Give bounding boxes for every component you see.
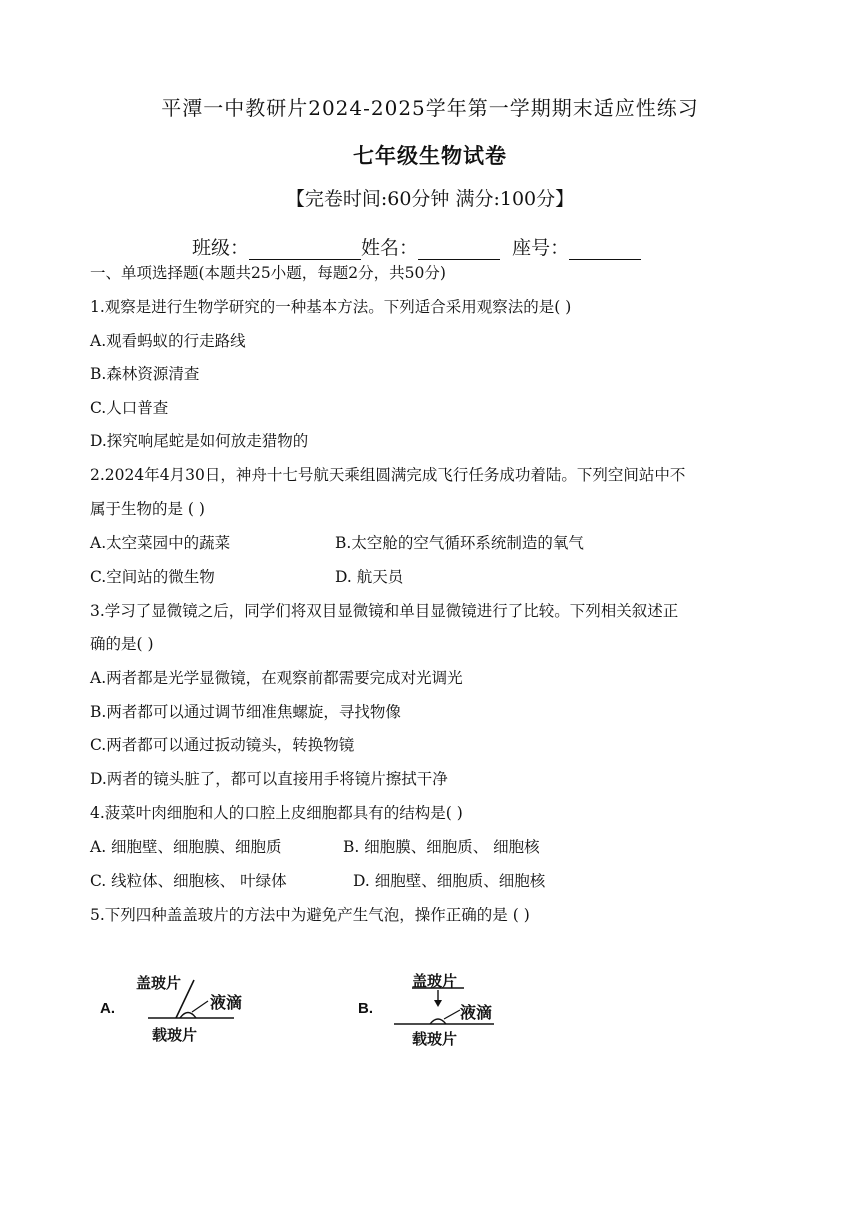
figure-a-slide-label: 载玻片 <box>152 1027 198 1044</box>
q3-stem-line1: 3.学习了显微镜之后，同学们将双目显微镜和单目显微镜进行了比较。下列相关叙述正 <box>90 602 679 620</box>
q3-option-c: C.两者都可以通过扳动镜头，转换物镜 <box>90 736 355 754</box>
figure-b-option-label: B. <box>358 1000 373 1017</box>
figure-b-coverslip-label: 盖玻片 <box>412 973 458 990</box>
figure-b-slide-label: 载玻片 <box>412 1031 458 1048</box>
q2-stem-line1: 2.2024年4月30日，神舟十七号航天乘组圆满完成飞行任务成功着陆。下列空间站中不 <box>90 466 686 484</box>
q3-option-b: B.两者都可以通过调节细准焦螺旋，寻找物像 <box>90 703 401 721</box>
seat-label: 座号： <box>512 237 570 259</box>
figure-a-droplet <box>180 1013 196 1019</box>
q4-option-c: C. 线粒体、细胞核、 叶绿体 <box>90 872 287 890</box>
q5-figure-b <box>356 962 526 1052</box>
q1-option-a: A.观看蚂蚁的行走路线 <box>90 332 246 350</box>
q2-option-d: D. 航天员 <box>335 568 404 586</box>
q2-option-b: B.太空舱的空气循环系统制造的氧气 <box>335 534 584 552</box>
figure-a-option-label: A. <box>100 1000 115 1017</box>
q4-option-d: D. 细胞壁、细胞质、细胞核 <box>353 872 546 890</box>
q2-options-row1 <box>90 531 790 553</box>
q1-stem: 1.观察是进行生物学研究的一种基本方法。下列适合采用观察法的是( ) <box>90 298 572 316</box>
name-blank[interactable] <box>418 239 500 260</box>
student-info-line <box>192 233 641 260</box>
q2-option-c: C.空间站的微生物 <box>90 568 215 586</box>
figure-a-droplet-label: 液滴 <box>210 995 243 1012</box>
section-heading: 一、单项选择题(本题共25小题，每题2分，共50分) <box>90 264 446 282</box>
q3-option-d: D.两者的镜头脏了，都可以直接用手将镜片擦拭干净 <box>90 770 448 788</box>
exam-title: 平潭一中教研片2024-2025学年第一学期期末适应性练习 <box>161 96 699 120</box>
name-label: 姓名： <box>361 237 419 259</box>
q4-stem: 4.菠菜叶肉细胞和人的口腔上皮细胞都具有的结构是( ) <box>90 804 463 822</box>
q2-stem-line2: 属于生物的是 ( ) <box>90 500 205 518</box>
q1-option-c: C.人口普查 <box>90 399 169 417</box>
exam-info: 【完卷时间:60分钟 满分:100分】 <box>285 188 575 210</box>
q2-option-a: A.太空菜园中的蔬菜 <box>90 534 231 552</box>
class-label: 班级： <box>192 237 250 259</box>
q5-stem: 5.下列四种盖盖玻片的方法中为避免产生气泡，操作正确的是 ( ) <box>90 906 530 924</box>
q4-option-a: A. 细胞壁、细胞膜、细胞质 <box>90 838 282 856</box>
figure-b-droplet-label: 液滴 <box>460 1005 493 1022</box>
class-blank[interactable] <box>249 239 361 260</box>
q5-figure-a <box>96 962 266 1052</box>
figure-a-coverslip-label: 盖玻片 <box>136 975 182 992</box>
seat-blank[interactable] <box>569 239 641 260</box>
figure-b-arrow-head <box>434 1000 442 1007</box>
q4-options-row1 <box>90 835 790 857</box>
q1-option-b: B.森林资源清查 <box>90 365 200 383</box>
q4-options-row2 <box>90 869 790 891</box>
q1-option-d: D.探究响尾蛇是如何放走猎物的 <box>90 432 309 450</box>
exam-subtitle: 七年级生物试卷 <box>353 143 507 168</box>
q2-options-row2 <box>90 565 790 587</box>
figure-b-droplet-pointer <box>444 1010 460 1019</box>
figure-a-droplet-pointer <box>192 1001 208 1012</box>
q3-stem-line2: 确的是( ) <box>90 635 154 653</box>
q4-option-b: B. 细胞膜、细胞质、 细胞核 <box>343 838 540 856</box>
q3-option-a: A.两者都是光学显微镜，在观察前都需要完成对光调光 <box>90 669 463 687</box>
